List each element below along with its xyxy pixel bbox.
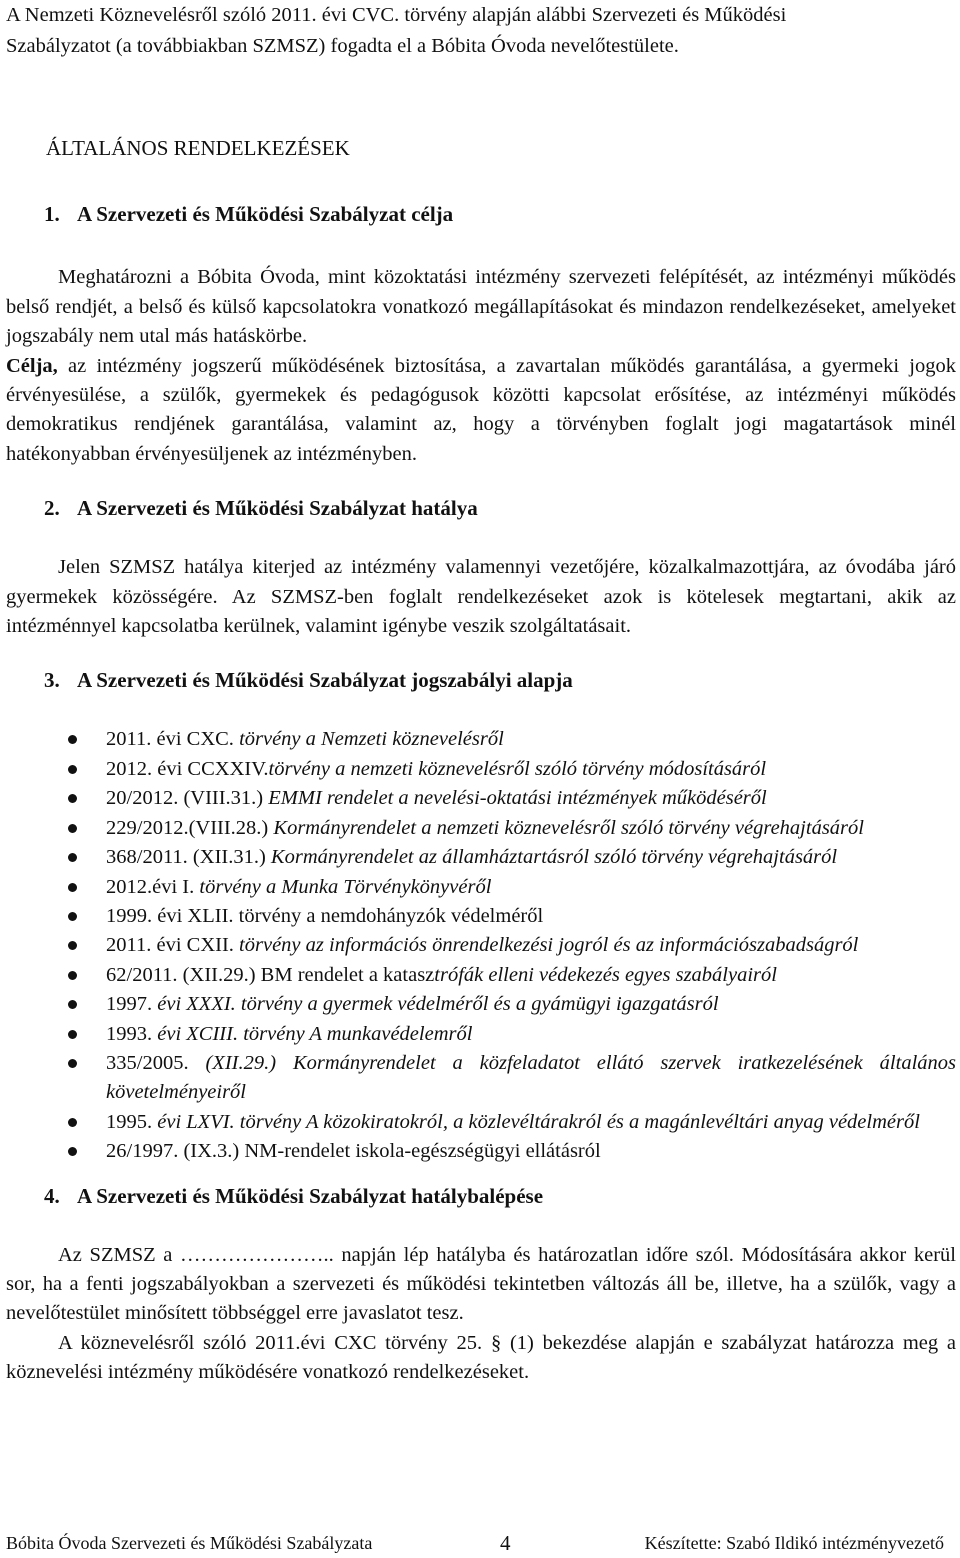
section-1-paragraph-1: Meghatározni a Bóbita Óvoda, mint közoktatási intézmény szervezeti felépítését, az intézményi működés belső rendjét, a belső és külső kapcsolatokra vonatkozó megállapításokat és mindazon rendelkezéseket, amelyeket jogszabály nem utal más hatáskörbe. [6, 266, 956, 348]
law-item-plain: 229/2012.(VIII.28.) [106, 816, 274, 839]
law-item-plain: 1999. évi XLII. törvény a nemdohányzók védelméről [106, 904, 544, 927]
law-item-plain: 20/2012. (VIII.31.) [106, 787, 269, 810]
section-1-title: A Szervezeti és Működési Szabályzat célja [77, 202, 454, 227]
law-item-plain: 2011. évi CXC. [106, 728, 240, 751]
section-2-paragraph: Jelen SZMSZ hatálya kiterjed az intézmény valamennyi vezetőjére, közalkalmazottjára, az óvodába járó gyermekek közösségére. Az SZMSZ-ben foglalt rendelkezéseket azok is kötelesek megtartani, akik az intézménnyel kapcsolatba kerülnek, valamint igénybe veszik szolgáltatásait. [6, 556, 956, 638]
law-item-italic: évi XXXI. törvény a gyermek védelméről és a gyámügyi igazgatásról [157, 993, 719, 1016]
general-heading: ÁLTALÁNOS RENDELKEZÉSEK [46, 136, 350, 160]
law-item-plain: 1995. [106, 1110, 158, 1133]
law-item-plain: 62/2011. (XII.29.) BM rendelet a katasz [106, 963, 435, 986]
section-2-number: 2. [44, 496, 60, 521]
law-list-item [6, 784, 956, 813]
law-list-item [6, 755, 956, 784]
footer-author: Készítette: Szabó Ildikó intézményvezető [644, 1533, 944, 1553]
law-item-plain: 26/1997. (IX.3.) NM-rendelet iskola-egészségügyi ellátásról [106, 1140, 601, 1163]
law-item-plain: 368/2011. (XII.31.) [106, 846, 271, 869]
law-item-italic: évi XCIII. törvény A munkavédelemről [157, 1022, 473, 1045]
section-1-paragraph-2-label: Célja, [6, 354, 58, 377]
law-list-item [6, 931, 956, 960]
law-item-italic: évi LXVI. törvény A közokiratokról, a közlevéltárakról és a magánlevéltári anyag védelméről [157, 1110, 920, 1133]
law-list-item [6, 873, 956, 902]
law-item-italic: EMMI rendelet a nevelési-oktatási intézmények működéséről [268, 787, 767, 810]
law-item-italic: Kormányrendelet az államháztartásról szóló törvény végrehajtásáról [270, 846, 838, 869]
footer-page-number: 4 [500, 1531, 511, 1555]
section-1-paragraph-2 [6, 352, 956, 470]
section-1-number: 1. [44, 202, 60, 227]
law-list-item [6, 1108, 956, 1137]
law-item-italic: törvény a nemzeti köznevelésről szóló törvény módosításáról [268, 757, 767, 780]
law-item-plain: 2012. évi CCXXIV. [106, 757, 269, 780]
page-footer [6, 1530, 956, 1556]
law-list-item [6, 1020, 956, 1049]
law-item-italic: (XII.29.) Kormányrendelet a közfeladatot ellátó szervek iratkezelésének általános követelményeiről [106, 1051, 956, 1104]
section-1-paragraph-2-text: az intézmény jogszerű működésének biztosítása, a zavartalan működés garantálása, a gyermeki jogok érvényesülése, a szülők, gyermekek és pedagógusok közötti kapcsolat erősítése, az intézményi működés demokratikus rendjének garantálása, valamint az, hogy a törvényben foglalt jogi magatartások minél hatékonyabban érvényesüljenek az intézményben. [6, 354, 956, 465]
section-4-paragraph-1: Az SZMSZ a ………………….. napján lép hatályba és határozatlan időre szól. Módosítására akkor kerül sor, ha a fenti jogszabályokban a szervezeti és működési tekintetben változás áll be, illetve, ha a szülők, vagy a nevelőtestület minősített többséggel erre javaslatot tesz. [6, 1243, 956, 1325]
section-2-title: A Szervezeti és Működési Szabályzat hatálya [77, 496, 478, 521]
law-list-item [6, 990, 956, 1019]
footer-document-title: Bóbita Óvoda Szervezeti és Működési Szabályzata [6, 1533, 373, 1553]
intro-line-2: Szabályzatot (a továbbiakban SZMSZ) fogadta el a Bóbita Óvoda nevelőtestülete. [6, 35, 679, 57]
law-item-plain: 1993. [106, 1022, 158, 1045]
law-item-italic: törvény az információs önrendelkezési jogról és az információszabadságról [239, 934, 859, 957]
law-item-italic: Kormányrendelet a nemzeti köznevelésről szóló törvény végrehajtásáról [273, 816, 864, 839]
law-list-item [6, 1049, 956, 1108]
law-item-plain: 335/2005. [106, 1051, 206, 1074]
law-item-italic: törvény a Nemzeti köznevelésről [239, 728, 504, 751]
section-4-paragraph-2: A köznevelésről szóló 2011.évi CXC törvény 25. § (1) bekezdése alapján e szabályzat határozza meg a köznevelési intézmény működésére vonatkozó rendelkezéseket. [6, 1331, 956, 1384]
law-item-plain: 2012.évi I. [106, 875, 200, 898]
law-item-plain: 2011. évi CXII. [106, 934, 240, 957]
section-3-number: 3. [44, 668, 60, 693]
section-3-heading [44, 665, 956, 695]
intro-line-1: A Nemzeti Köznevelésről szóló 2011. évi CVC. törvény alapján alábbi Szervezeti és Működési [6, 4, 787, 26]
law-list-item [6, 814, 956, 843]
section-3-title: A Szervezeti és Működési Szabályzat jogszabályi alapja [77, 668, 573, 693]
law-list-item [6, 961, 956, 990]
section-2-heading [44, 493, 956, 523]
law-item-italic: trófák elleni védekezés egyes szabályairól [434, 963, 777, 986]
section-4-heading [44, 1181, 956, 1211]
section-4-title: A Szervezeti és Működési Szabályzat hatálybalépése [77, 1183, 544, 1208]
intro-paragraph [6, 0, 956, 62]
law-item-italic: törvény a Munka Törvénykönyvéről [199, 875, 492, 898]
law-item-plain: 1997. [106, 993, 158, 1016]
law-list [6, 725, 956, 1166]
law-list-item [6, 725, 956, 754]
law-list-item [6, 843, 956, 872]
law-list-item [6, 1137, 956, 1166]
law-list-item [6, 902, 956, 931]
document-page [6, 0, 956, 1388]
section-4-number: 4. [44, 1183, 60, 1208]
section-1-heading [44, 199, 956, 229]
